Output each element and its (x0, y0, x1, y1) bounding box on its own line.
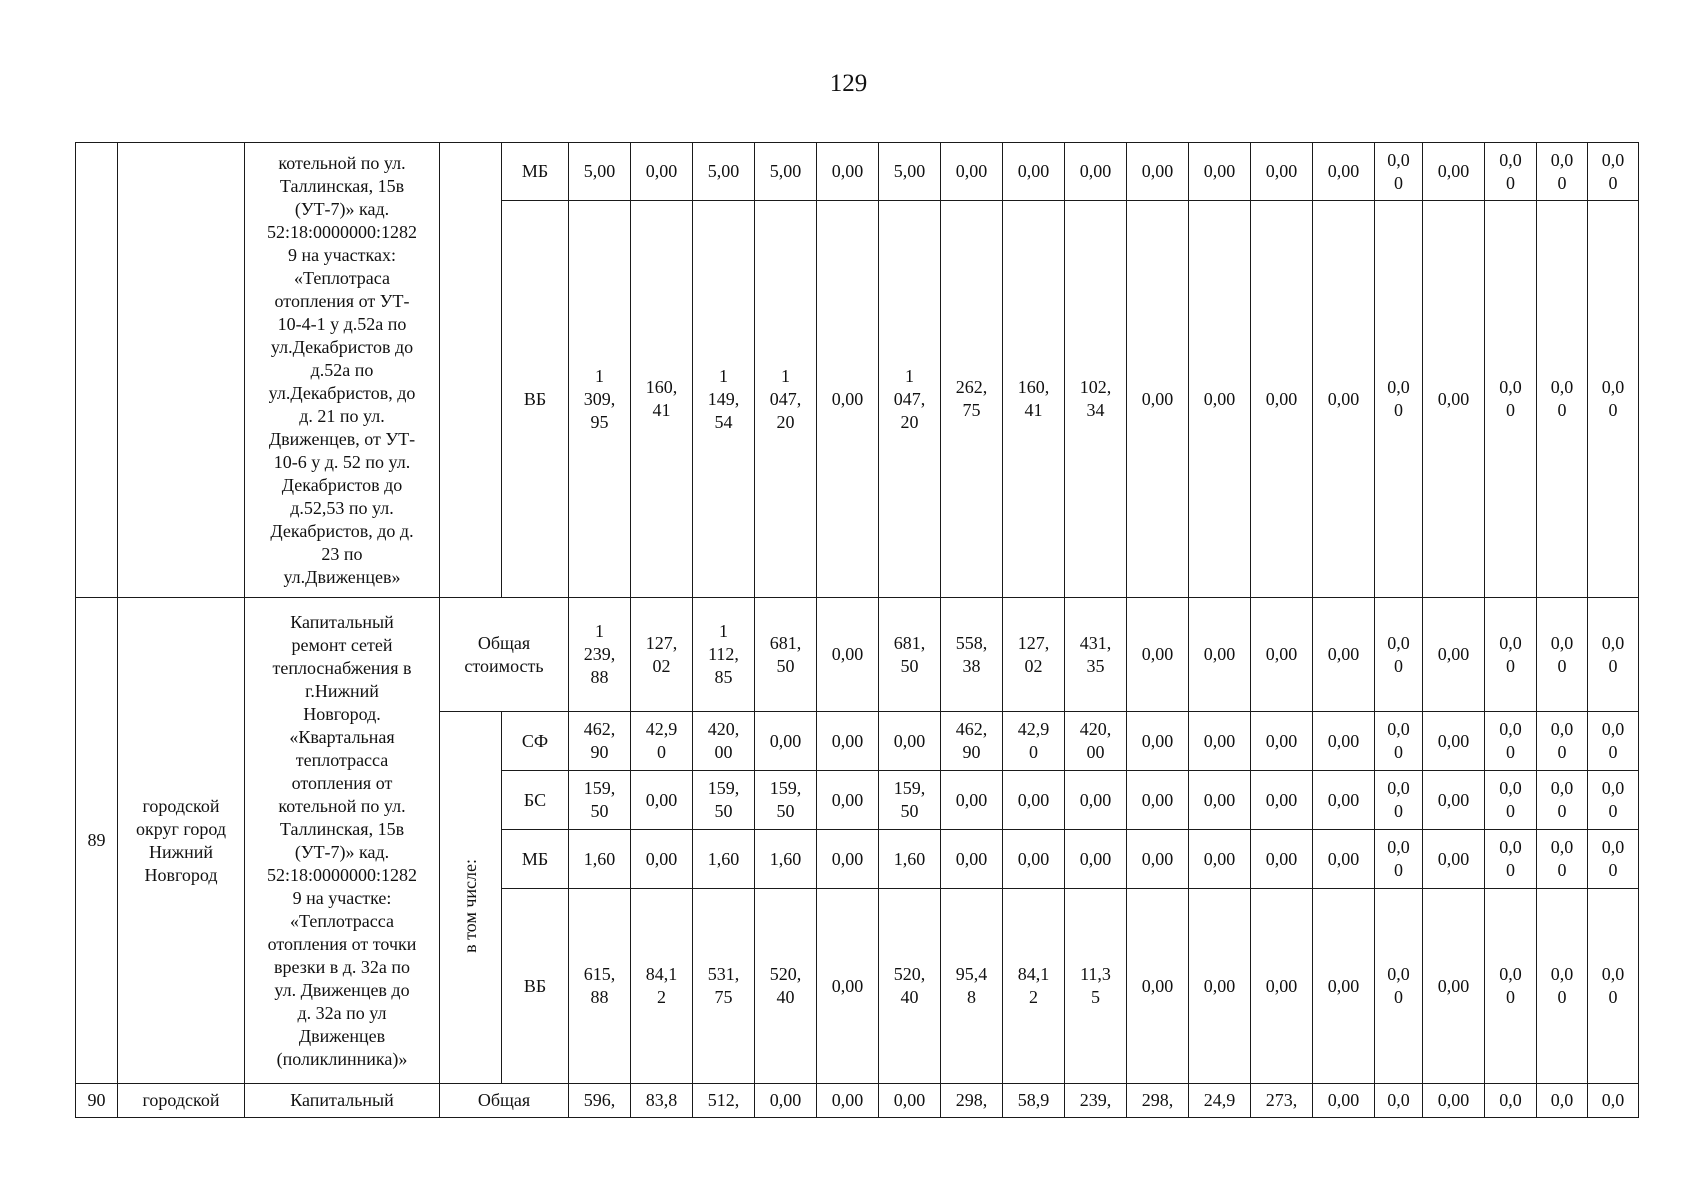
value-cell: 159, 50 (755, 771, 817, 830)
value-cell: 239, (1065, 1084, 1127, 1118)
value-cell: 0,0 0 (1537, 712, 1588, 771)
value-cell: 0,00 (817, 201, 879, 598)
value-cell: 0,00 (817, 143, 879, 201)
value-cell: 520, 40 (879, 889, 941, 1084)
value-cell: 431, 35 (1065, 598, 1127, 712)
municipality-cell: городской округ город Нижний Новгород (118, 598, 245, 1084)
value-cell: 1 149, 54 (693, 201, 755, 598)
value-cell: 0,00 (1423, 712, 1485, 771)
value-cell: 0,00 (1127, 830, 1189, 889)
value-cell: 159, 50 (693, 771, 755, 830)
value-cell: 1,60 (755, 830, 817, 889)
value-cell: 0,00 (1313, 201, 1375, 598)
value-cell: 0,0 0 (1375, 712, 1423, 771)
including-cell (440, 712, 502, 1084)
value-cell: 420, 00 (1065, 712, 1127, 771)
municipality-cell (118, 143, 245, 598)
value-cell: 0,00 (1065, 830, 1127, 889)
table-body (76, 143, 1639, 1118)
value-cell: 0,00 (1127, 201, 1189, 598)
row-number-cell: 89 (76, 598, 118, 1084)
value-cell: 0,00 (631, 143, 693, 201)
value-cell: 0,00 (1423, 201, 1485, 598)
value-cell: 5,00 (879, 143, 941, 201)
value-cell: 0,0 0 (1485, 143, 1537, 201)
value-cell: 462, 90 (941, 712, 1003, 771)
value-cell: 1,60 (693, 830, 755, 889)
value-cell: 159, 50 (879, 771, 941, 830)
value-cell: 0,00 (817, 1084, 879, 1118)
value-cell: 0,00 (879, 712, 941, 771)
value-cell: 1,60 (879, 830, 941, 889)
value-cell: 0,00 (1251, 830, 1313, 889)
value-cell: 420, 00 (693, 712, 755, 771)
table-row (76, 143, 1639, 201)
value-cell: 42,9 0 (1003, 712, 1065, 771)
value-cell: 11,3 5 (1065, 889, 1127, 1084)
value-cell: 0,00 (1003, 143, 1065, 201)
total-cost-label: Общая стоимость (440, 598, 569, 712)
value-cell: 0,00 (1127, 771, 1189, 830)
value-cell: 0,0 0 (1375, 598, 1423, 712)
value-cell: 1 112, 85 (693, 598, 755, 712)
value-cell: 520, 40 (755, 889, 817, 1084)
value-cell: 0,0 0 (1537, 771, 1588, 830)
row-number-cell: 90 (76, 1084, 118, 1118)
value-cell: 0,0 (1537, 1084, 1588, 1118)
value-cell: 127, 02 (631, 598, 693, 712)
value-cell: 0,0 0 (1375, 201, 1423, 598)
value-cell: 0,00 (631, 771, 693, 830)
value-cell: 0,00 (817, 598, 879, 712)
value-cell: 0,0 0 (1588, 598, 1639, 712)
value-cell: 596, (569, 1084, 631, 1118)
value-cell: 0,00 (1251, 771, 1313, 830)
value-cell: 160, 41 (631, 201, 693, 598)
value-cell: 0,00 (1313, 830, 1375, 889)
value-cell: 0,00 (941, 143, 1003, 201)
value-cell: 58,9 (1003, 1084, 1065, 1118)
value-cell: 0,0 0 (1588, 771, 1639, 830)
value-cell: 0,0 0 (1537, 889, 1588, 1084)
value-cell: 0,00 (941, 771, 1003, 830)
value-cell: 0,00 (1003, 830, 1065, 889)
value-cell: 0,00 (1251, 598, 1313, 712)
value-cell: 615, 88 (569, 889, 631, 1084)
project-description: котельной по ул. Таллинская, 15в (УТ-7)» кад. 52:18:0000000:1282 9 на участках: «Теплотраса отопления от УТ- 10-4-1 у д.52а по ул.Декабристов до д.52а по ул.Декабристов, до д. 21 по ул. Движенцев, от УТ- 10-6 у д. 52 по ул. Декабристов до д.52,53 по ул. Декабристов, до д. 23 по ул.Движенцев» (245, 143, 440, 598)
value-cell: 0,00 (631, 830, 693, 889)
value-cell: 0,00 (1313, 889, 1375, 1084)
value-cell: 1 239, 88 (569, 598, 631, 712)
value-cell: 0,0 0 (1537, 143, 1588, 201)
value-cell: 0,0 0 (1485, 712, 1537, 771)
value-cell: 0,00 (817, 771, 879, 830)
value-cell: 0,00 (817, 889, 879, 1084)
value-cell: 0,0 0 (1485, 889, 1537, 1084)
value-cell: 0,00 (1423, 1084, 1485, 1118)
value-cell: 0,0 0 (1537, 201, 1588, 598)
value-cell: 24,9 (1189, 1084, 1251, 1118)
value-cell: 84,1 2 (1003, 889, 1065, 1084)
value-cell: 0,00 (755, 712, 817, 771)
value-cell: 1,60 (569, 830, 631, 889)
value-cell: 0,0 0 (1375, 830, 1423, 889)
budget-table (75, 142, 1639, 1118)
value-cell: 159, 50 (569, 771, 631, 830)
value-cell: 0,00 (755, 1084, 817, 1118)
value-cell: 0,00 (1189, 143, 1251, 201)
value-cell: 0,00 (817, 830, 879, 889)
value-cell: 0,00 (879, 1084, 941, 1118)
funding-source-label: ВБ (502, 201, 569, 598)
value-cell: 0,0 (1485, 1084, 1537, 1118)
value-cell: 262, 75 (941, 201, 1003, 598)
municipality-cell: городской (118, 1084, 245, 1118)
value-cell: 0,00 (1313, 1084, 1375, 1118)
funding-source-label: МБ (502, 830, 569, 889)
value-cell: 0,00 (1423, 889, 1485, 1084)
funding-type-cell (440, 143, 502, 598)
value-cell: 0,00 (1423, 598, 1485, 712)
value-cell: 5,00 (693, 143, 755, 201)
value-cell: 0,00 (1003, 771, 1065, 830)
value-cell: 0,00 (1189, 598, 1251, 712)
value-cell: 0,00 (1189, 771, 1251, 830)
value-cell: 127, 02 (1003, 598, 1065, 712)
value-cell: 273, (1251, 1084, 1313, 1118)
value-cell: 0,00 (1127, 143, 1189, 201)
value-cell: 0,0 0 (1588, 201, 1639, 598)
value-cell: 0,00 (1251, 143, 1313, 201)
value-cell: 84,1 2 (631, 889, 693, 1084)
value-cell: 102, 34 (1065, 201, 1127, 598)
value-cell: 0,00 (941, 830, 1003, 889)
page-number: 129 (829, 70, 868, 97)
funding-source-label: БС (502, 771, 569, 830)
value-cell: 0,00 (1313, 143, 1375, 201)
value-cell: 0,00 (1313, 598, 1375, 712)
value-cell: 0,00 (1251, 201, 1313, 598)
value-cell: 1 047, 20 (755, 201, 817, 598)
value-cell: 0,00 (1189, 201, 1251, 598)
value-cell: 95,4 8 (941, 889, 1003, 1084)
value-cell: 1 309, 95 (569, 201, 631, 598)
value-cell: 681, 50 (879, 598, 941, 712)
funding-source-label: ВБ (502, 889, 569, 1084)
value-cell: 0,0 (1588, 1084, 1639, 1118)
value-cell: 0,0 0 (1485, 598, 1537, 712)
funding-source-label: МБ (502, 143, 569, 201)
value-cell: 0,0 0 (1485, 830, 1537, 889)
value-cell: 0,0 0 (1588, 830, 1639, 889)
value-cell: 0,0 0 (1588, 712, 1639, 771)
value-cell: 0,00 (1423, 143, 1485, 201)
value-cell: 160, 41 (1003, 201, 1065, 598)
including-label: в том числе: (460, 859, 480, 953)
value-cell: 0,0 0 (1375, 771, 1423, 830)
value-cell: 0,00 (1189, 889, 1251, 1084)
value-cell: 0,00 (1313, 712, 1375, 771)
value-cell: 681, 50 (755, 598, 817, 712)
value-cell: 0,0 (1375, 1084, 1423, 1118)
table-row (76, 598, 1639, 712)
value-cell: 462, 90 (569, 712, 631, 771)
value-cell: 1 047, 20 (879, 201, 941, 598)
value-cell: 298, (941, 1084, 1003, 1118)
value-cell: 0,0 0 (1485, 201, 1537, 598)
value-cell: 0,00 (1189, 830, 1251, 889)
value-cell: 42,9 0 (631, 712, 693, 771)
value-cell: 5,00 (569, 143, 631, 201)
value-cell: 83,8 (631, 1084, 693, 1118)
value-cell: 0,00 (1423, 830, 1485, 889)
value-cell: 0,00 (1251, 889, 1313, 1084)
value-cell: 0,0 0 (1485, 771, 1537, 830)
value-cell: 0,0 0 (1375, 143, 1423, 201)
value-cell: 0,0 0 (1375, 889, 1423, 1084)
value-cell: 0,00 (1127, 889, 1189, 1084)
value-cell: 0,00 (1423, 771, 1485, 830)
table-row (76, 1084, 1639, 1118)
value-cell: 0,00 (1251, 712, 1313, 771)
row-number-cell (76, 143, 118, 598)
value-cell: 531, 75 (693, 889, 755, 1084)
value-cell: 0,00 (817, 712, 879, 771)
project-description: Капитальный ремонт сетей теплоснабжения в г.Нижний Новгород. «Квартальная теплотрасса отопления от котельной по ул. Таллинская, 15в (УТ-7)» кад. 52:18:0000000:1282 9 на участке: «Теплотрасса отопления от точки врезки в д. 32а по ул. Движенцев до д. 32а по ул Движенцев (поликлинника)» (245, 598, 440, 1084)
value-cell: 0,0 0 (1537, 598, 1588, 712)
value-cell: 0,0 0 (1588, 889, 1639, 1084)
project-description: Капитальный (245, 1084, 440, 1118)
funding-source-label: СФ (502, 712, 569, 771)
value-cell: 0,00 (1189, 712, 1251, 771)
value-cell: 0,00 (1065, 143, 1127, 201)
value-cell: 0,00 (1127, 598, 1189, 712)
value-cell: 298, (1127, 1084, 1189, 1118)
value-cell: 0,00 (1127, 712, 1189, 771)
total-cost-label: Общая (440, 1084, 569, 1118)
value-cell: 0,0 0 (1588, 143, 1639, 201)
value-cell: 512, (693, 1084, 755, 1118)
value-cell: 0,00 (1065, 771, 1127, 830)
value-cell: 0,0 0 (1537, 830, 1588, 889)
value-cell: 558, 38 (941, 598, 1003, 712)
value-cell: 5,00 (755, 143, 817, 201)
value-cell: 0,00 (1313, 771, 1375, 830)
